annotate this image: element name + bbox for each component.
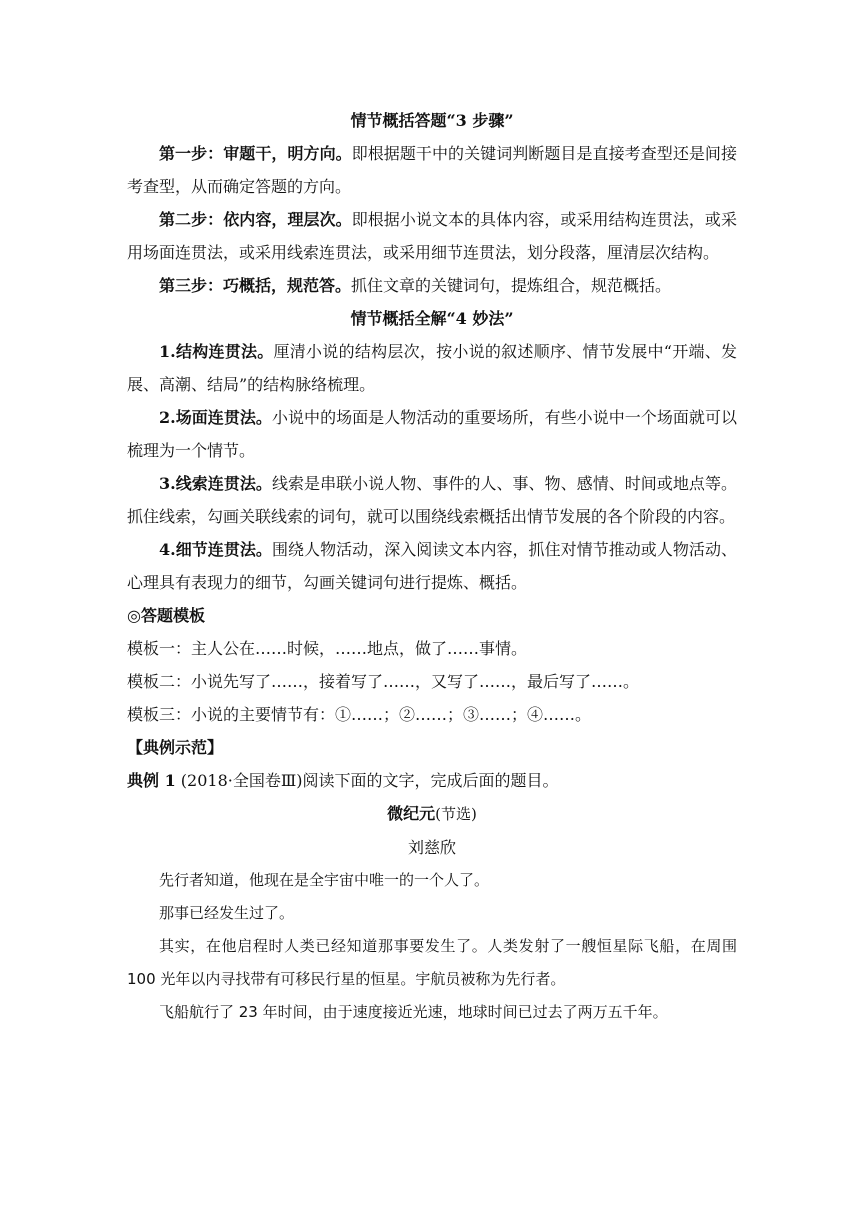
- example-intro: (2018·全国卷Ⅲ)阅读下面的文字，完成后面的题目。: [175, 771, 559, 790]
- method-2-paragraph: [127, 401, 737, 467]
- method-4-label: 4.细节连贯法。: [159, 540, 272, 559]
- template-item-3: 模板三：小说的主要情节有：①……；②……；③……；④……。: [127, 705, 592, 724]
- method-1-paragraph: [127, 335, 737, 401]
- method-2-text: 小说中的场面是人物活动的重要场所，有些小说中一个场面就可以梳理为一个情节。: [127, 408, 737, 460]
- method-3-text: 线索是串联小说人物、事件的人、事、物、感情、时间或地点等。抓住线索，勾画关联线索的词句，就可以围绕线索概括出情节发展的各个阶段的内容。: [127, 474, 737, 526]
- step-2-label: 第二步：依内容，理层次。: [159, 210, 352, 229]
- story-paragraph-1: 先行者知道，他现在是全宇宙中唯一的一个人了。: [159, 871, 490, 889]
- method-3-label: 3.线索连贯法。: [159, 474, 272, 493]
- method-2-label: 2.场面连贯法。: [159, 408, 272, 427]
- story-title: 微纪元: [387, 804, 436, 823]
- story-paragraph-3: 其实，在他启程时人类已经知道那事要发生了。人类发射了一艘恒星际飞船，在周围 100 光年以内寻找带有可移民行星的恒星。宇航员被称为先行者。: [127, 937, 737, 988]
- example-label: 典例 1: [127, 771, 176, 790]
- step-1-text: 即根据题干中的关键词判断题目是直接考查型还是间接考查型，从而确定答题的方向。: [127, 144, 737, 196]
- templates-heading: ◎答题模板: [127, 606, 205, 625]
- document-content: [127, 104, 737, 1029]
- story-paragraph-4: 飞船航行了 23 年时间，由于速度接近光速，地球时间已过去了两万五千年。: [159, 1003, 668, 1021]
- section-title-steps: 情节概括答题“3 步骤”: [350, 111, 514, 130]
- step-3-paragraph: [127, 269, 737, 302]
- story-paragraph-2: 那事已经发生过了。: [159, 904, 295, 922]
- step-3-label: 第三步：巧概括，规范答。: [159, 276, 352, 295]
- section-title-methods: 情节概括全解“4 妙法”: [350, 309, 514, 328]
- step-1-label: 第一步：审题干，明方向。: [159, 144, 352, 163]
- example-heading: 【典例示范】: [127, 738, 224, 757]
- story-author: 刘慈欣: [407, 838, 456, 857]
- story-title-line: [127, 797, 737, 831]
- method-3-paragraph: [127, 467, 737, 533]
- step-2-text: 即根据小说文本的具体内容，或采用结构连贯法，或采用场面连贯法，或采用线索连贯法，或采用细节连贯法，划分段落，厘清层次结构。: [127, 210, 737, 262]
- step-2-paragraph: [127, 203, 737, 269]
- method-4-text: 围绕人物活动，深入阅读文本内容，抓住对情节推动或人物活动、心理具有表现力的细节，勾画关键词句进行提炼、概括。: [127, 540, 737, 592]
- example-intro-line: [127, 764, 737, 797]
- method-4-paragraph: [127, 533, 737, 599]
- template-item-1: 模板一：主人公在……时候，……地点，做了……事情。: [127, 639, 528, 658]
- step-1-paragraph: [127, 137, 737, 203]
- step-3-text: 抓住文章的关键词句，提炼组合，规范概括。: [351, 276, 672, 295]
- method-1-text: 厘清小说的结构层次，按小说的叙述顺序、情节发展中“开端、发展、高潮、结局”的结构脉络梳理。: [127, 342, 737, 394]
- template-item-2: 模板二：小说先写了……，接着写了……，又写了……，最后写了……。: [127, 672, 640, 691]
- method-1-label: 1.结构连贯法。: [159, 342, 274, 361]
- story-title-note: (节选): [435, 805, 477, 823]
